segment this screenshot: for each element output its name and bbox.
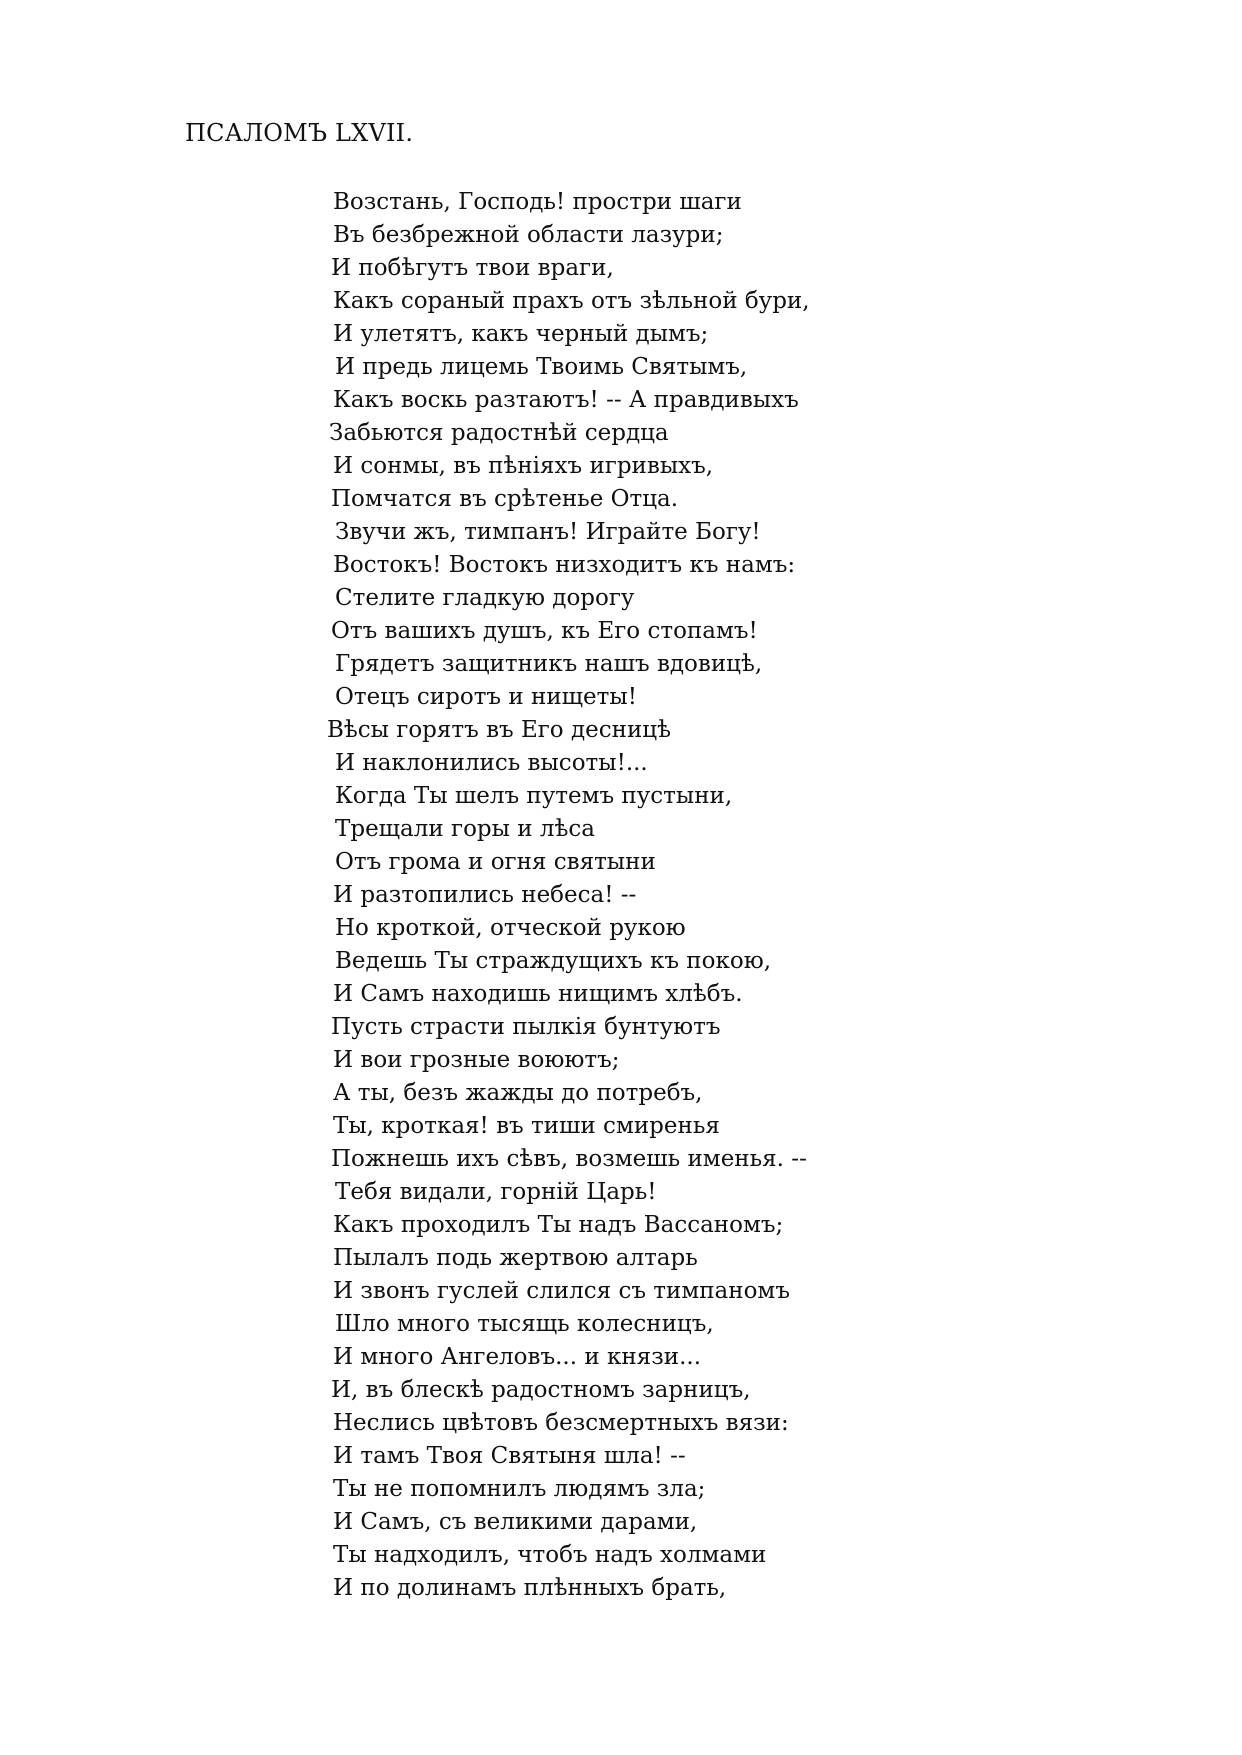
poem-line: Помчатся въ срѣтенье Отца.	[331, 486, 679, 512]
poem-line: Стелите гладкую дорогу	[335, 585, 635, 611]
poem-line: А ты, безъ жажды до потребъ,	[333, 1080, 703, 1106]
poem-line: Забьются радостнѣй сердца	[329, 420, 669, 446]
poem-line: Пылалъ подь жертвою алтарь	[333, 1245, 698, 1271]
poem-line: Тебя видали, горній Царь!	[335, 1179, 657, 1205]
poem-line: Пожнешь ихъ сѣвъ, возмешь именья. --	[331, 1146, 807, 1172]
poem-line: Но кроткой, отческой рукою	[335, 915, 686, 941]
poem-line: Какъ проходилъ Ты надъ Вассаномъ;	[333, 1212, 784, 1238]
poem-line: Неслись цвѣтовъ безсмертныхъ вязи:	[333, 1410, 789, 1436]
poem-line: Грядетъ защитникъ нашъ вдовицѣ,	[335, 651, 763, 677]
poem-line: Какъ сораный прахъ отъ зѣльной бури,	[333, 288, 810, 314]
poem-line: И предь лицемь Твоимь Святымъ,	[335, 354, 748, 380]
poem-line: И Самъ, съ великими дарами,	[333, 1509, 698, 1535]
poem-line: Ты не попомнилъ людямъ зла;	[333, 1476, 706, 1502]
poem-line: И звонъ гуслей слился съ тимпаномъ	[333, 1278, 790, 1304]
poem-line: Отъ грома и огня святыни	[335, 849, 656, 875]
poem-line: Звучи жъ, тимпанъ! Играйте Богу!	[335, 519, 761, 545]
poem-line: И наклонились высоты!...	[335, 750, 648, 776]
poem-line: Трещали горы и лѣса	[335, 816, 595, 842]
poem-line: И побѣгутъ твои враги,	[331, 255, 614, 281]
poem-line: Вѣсы горятъ въ Его десницѣ	[327, 717, 671, 743]
poem-line: И сонмы, въ пѣніяхъ игривыхъ,	[333, 453, 714, 479]
psalm-title: ПСАЛОМЪ LXVII.	[185, 119, 414, 147]
poem-line: И по долинамъ плѣнныхъ брать,	[333, 1575, 727, 1601]
poem-line: Ведешь Ты страждущихъ къ покою,	[335, 948, 772, 974]
poem-line: Востокъ! Востокъ низходитъ къ намъ:	[333, 552, 796, 578]
poem-line: Въ безбрежной области лазури;	[333, 222, 724, 248]
poem-line: И тамъ Твоя Святыня шла! --	[333, 1443, 686, 1469]
poem-line: И много Ангеловъ... и князи...	[333, 1344, 701, 1370]
poem-line: Какъ воскь разтаютъ! -- А правдивыхъ	[333, 387, 799, 413]
poem-line: Пусть страсти пылкія бунтуютъ	[331, 1014, 721, 1040]
poem-line: Шло много тысящь колесницъ,	[335, 1311, 714, 1337]
poem-line: И Самъ находишь нищимъ хлѣбъ.	[333, 981, 743, 1007]
poem-line: Когда Ты шелъ путемъ пустыни,	[335, 783, 733, 809]
poem-line: И разтопились небеса! --	[333, 882, 637, 908]
poem-line: Ты, кроткая! въ тиши смиренья	[333, 1113, 720, 1139]
poem-line: И, въ блескѣ радостномъ зарницъ,	[331, 1377, 751, 1403]
poem-line: Возстань, Господь! простри шаги	[333, 189, 742, 215]
poem-line: Отецъ сиротъ и нищеты!	[335, 684, 637, 710]
poem-line: И улетятъ, какъ черный дымъ;	[333, 321, 709, 347]
poem-text	[327, 186, 810, 1605]
poem-line: Ты надходилъ, чтобъ надъ холмами	[333, 1542, 767, 1568]
poem-line: И вои грозные воюютъ;	[333, 1047, 620, 1073]
poem-line: Отъ вашихъ душъ, къ Его стопамъ!	[331, 618, 758, 644]
